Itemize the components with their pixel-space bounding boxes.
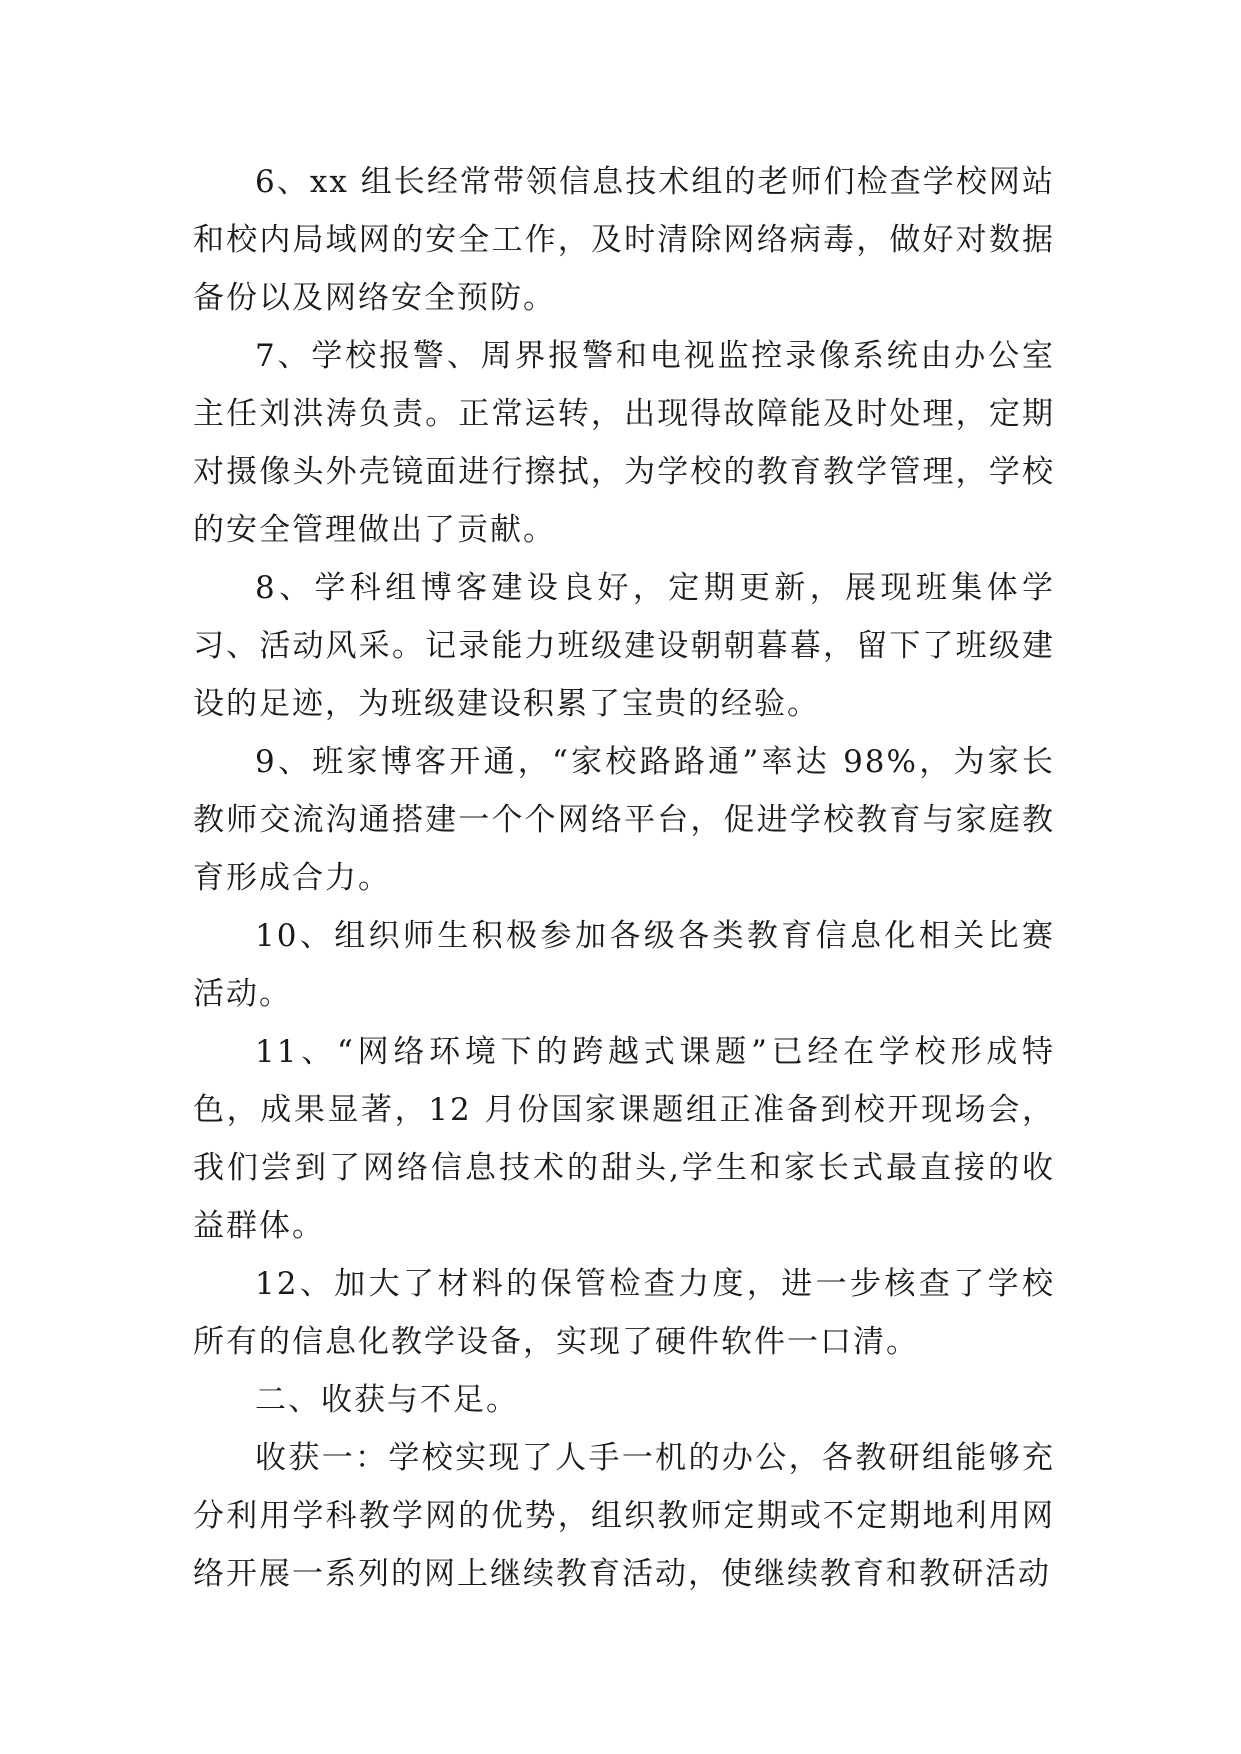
section-heading-harvest-and-shortcomings: 二、收获与不足。 xyxy=(255,1382,519,1418)
paragraph-harvest-one: 收获一：学校实现了人手一机的办公，各教研组能够充分利用学科教学网的优势，组织教师定期或不定期地利用网络开展一系列的网上继续教育活动，使继续教育和教研活动 xyxy=(193,1440,1055,1592)
paragraph-item-7: 7、学校报警、周界报警和电视监控录像系统由办公室主任刘洪涛负责。正常运转，出现得故障能及时处理，定期对摄像头外壳镜面进行擦拭，为学校的教育教学管理，学校的安全管理做出了贡献。 xyxy=(193,338,1055,548)
paragraph-item-9: 9、班家博客开通，“家校路路通”率达 98%，为家长教师交流沟通搭建一个个网络平台，促进学校教育与家庭教育形成合力。 xyxy=(193,744,1055,896)
paragraph-item-11: 11、“网络环境下的跨越式课题”已经在学校形成特色，成果显著，12 月份国家课题组正准备到校开现场会，我们尝到了网络信息技术的甜头,学生和家长式最直接的收益群体。 xyxy=(193,1034,1055,1244)
document-body xyxy=(193,153,1055,1603)
paragraph-item-8: 8、学科组博客建设良好，定期更新，展现班集体学习、活动风采。记录能力班级建设朝朝暮暮，留下了班级建设的足迹，为班级建设积累了宝贵的经验。 xyxy=(193,570,1055,722)
paragraph-item-12: 12、加大了材料的保管检查力度，进一步核查了学校所有的信息化教学设备，实现了硬件软件一口清。 xyxy=(193,1266,1055,1360)
paragraph-item-10: 10、组织师生积极参加各级各类教育信息化相关比赛活动。 xyxy=(193,918,1055,1012)
paragraph-item-6: 6、xx 组长经常带领信息技术组的老师们检查学校网站和校内局域网的安全工作，及时清除网络病毒，做好对数据备份以及网络安全预防。 xyxy=(193,164,1055,316)
